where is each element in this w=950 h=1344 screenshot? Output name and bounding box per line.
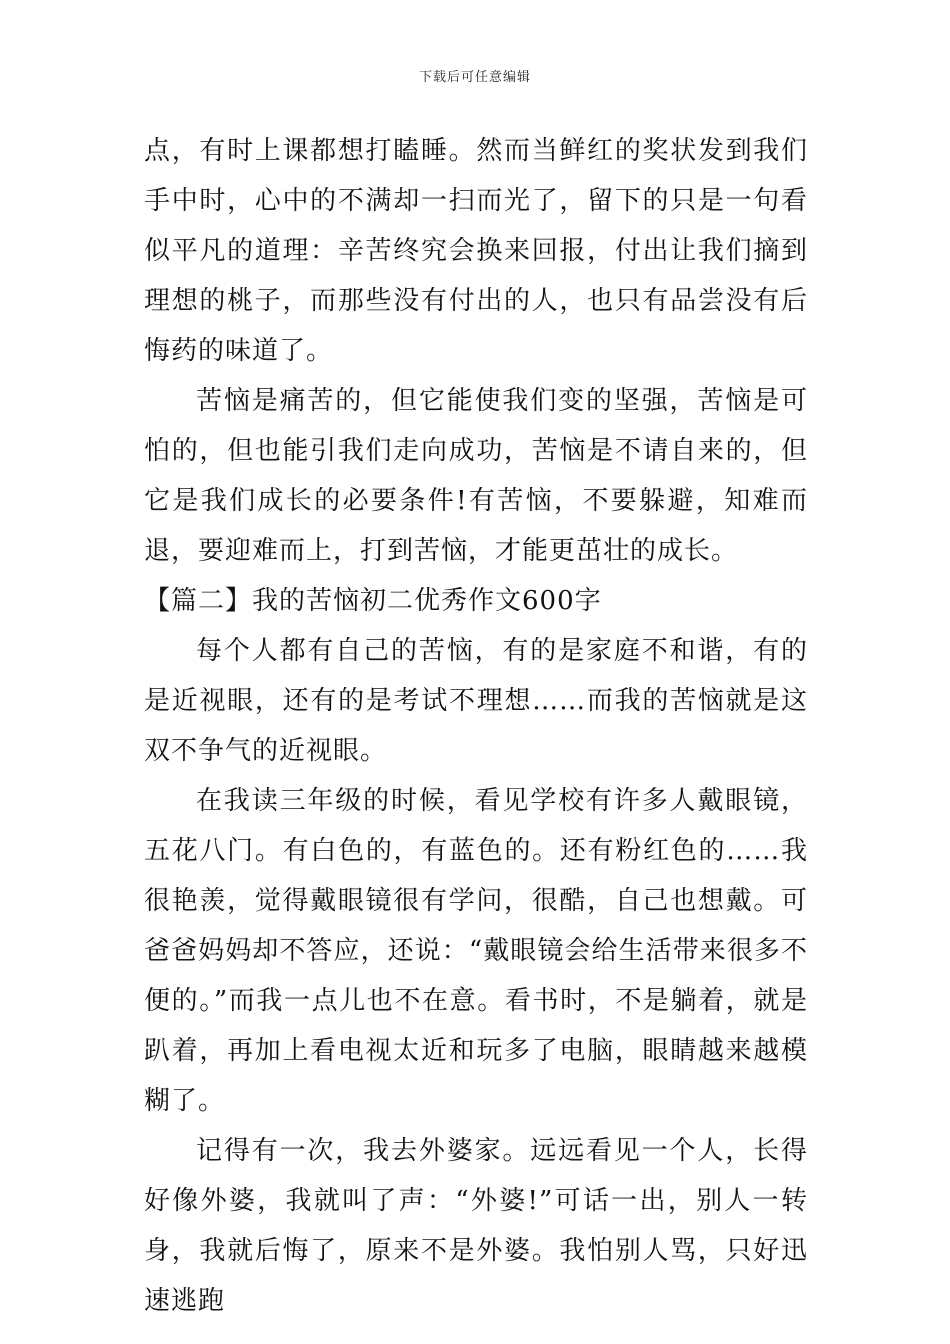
page-header: 下载后可任意编辑: [418, 70, 531, 85]
paragraph: 苦恼是痛苦的，但它能使我们变的坚强，苦恼是可怕的，但也能引我们走向成功，苦恼是不请自来的，但它是我们成长的必要条件!有苦恼，不要躲避，知难而退，要迎难而上，打到苦恼，才能更茁壮的成长。: [144, 386, 808, 566]
paragraph: 每个人都有自己的苦恼，有的是家庭不和谐，有的是近视眼，还有的是考试不理想……而我的苦恼就是这双不争气的近视眼。: [144, 636, 808, 766]
paragraph: 记得有一次，我去外婆家。远远看见一个人，长得好像外婆，我就叫了声：“外婆!”可话一出，别人一转身，我就后悔了，原来不是外婆。我怕别人骂，只好迅速逃跑: [144, 1136, 808, 1316]
document-body: [144, 126, 808, 1326]
section-title: 【篇二】我的苦恼初二优秀作文600字: [144, 586, 602, 616]
paragraph: 在我读三年级的时候，看见学校有许多人戴眼镜，五花八门。有白色的，有蓝色的。还有粉红色的……我很艳羡，觉得戴眼镜很有学问，很酷，自己也想戴。可爸爸妈妈却不答应，还说：“戴眼镜会给生活带来很多不便的。”而我一点儿也不在意。看书时，不是躺着，就是趴着，再加上看电视太近和玩多了电脑，眼睛越来越模糊了。: [144, 786, 808, 1116]
paragraph-continued: 点，有时上课都想打瞌睡。然而当鲜红的奖状发到我们手中时，心中的不满却一扫而光了，留下的只是一句看似平凡的道理：辛苦终究会换来回报，付出让我们摘到理想的桃子，而那些没有付出的人，也只有品尝没有后悔药的味道了。: [144, 136, 808, 366]
